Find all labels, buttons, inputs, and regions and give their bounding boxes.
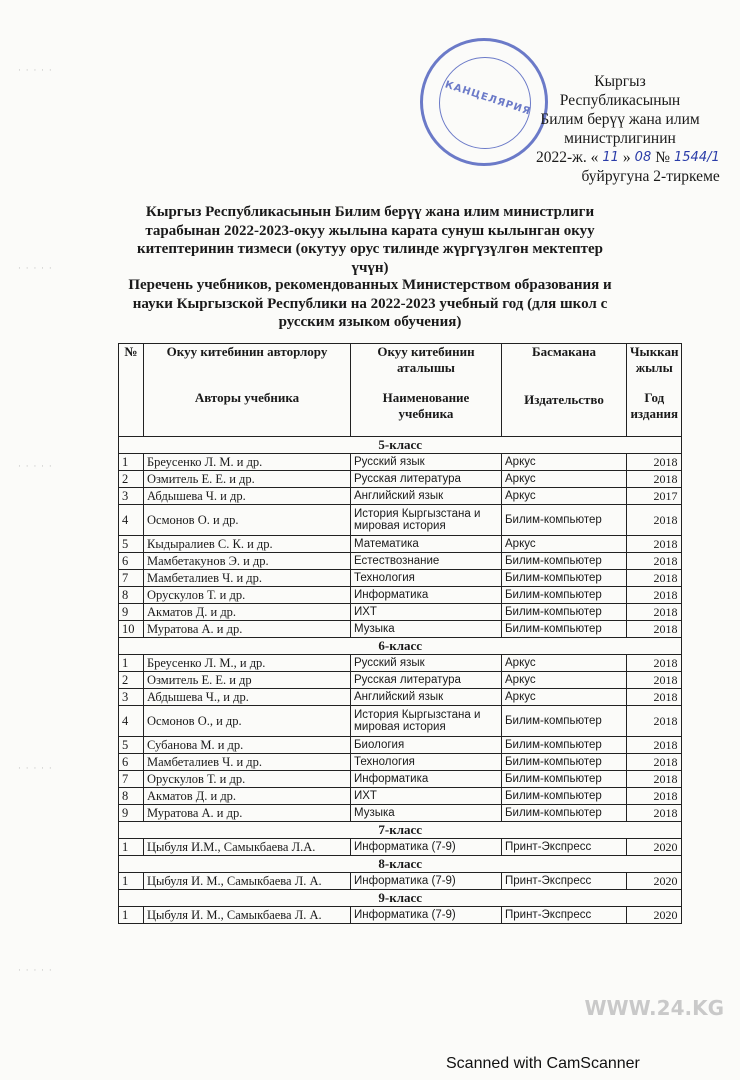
row-publisher: Аркус [502,655,627,672]
grade-label: 6-класс [119,638,682,655]
row-year: 2018 [627,706,682,737]
row-number: 6 [119,553,144,570]
order-number: 1544/1 [674,150,720,165]
col-header-publisher-ru: Издательство [524,392,604,407]
header-line-1: Кыргыз Республикасынын [559,73,681,109]
row-textbook-title: Информатика (7-9) [351,839,502,856]
row-publisher: Аркус [502,689,627,706]
row-authors: Муратова А. и др. [144,805,351,822]
row-number: 1 [119,655,144,672]
scanner-footer: Scanned with CamScanner [446,1055,640,1072]
row-authors: Цыбуля И. М., Самыкбаева Л. А. [144,907,351,924]
row-authors: Абдышева Ч., и др. [144,689,351,706]
number-sign: № [655,149,671,166]
row-authors: Акматов Д. и др. [144,788,351,805]
order-date-number [536,148,720,167]
row-year: 2018 [627,553,682,570]
table-row [119,706,682,737]
row-textbook-title: ИХТ [351,788,502,805]
header-line-3: министрлигинин [564,130,676,147]
row-publisher: Аркус [502,536,627,553]
table-body [119,437,682,924]
row-authors: Бреусенко Л. М., и др. [144,655,351,672]
row-number: 1 [119,873,144,890]
table-row [119,689,682,706]
bleed-through-mark: · · · · · [18,966,53,976]
row-textbook-title: Технология [351,570,502,587]
title-russian: Перечень учебников, рекомендованных Министерством образования и науки Кыргызской Республики на 2022-2023 учебный год (для школ с русским языком обучения) [128,277,612,330]
row-year: 2018 [627,754,682,771]
table-row [119,488,682,505]
table-row [119,771,682,788]
official-stamp [420,38,548,166]
table-row [119,505,682,536]
grade-label: 9-класс [119,890,682,907]
grade-label: 5-класс [119,437,682,454]
row-authors: Озмитель Е. Е. и др. [144,471,351,488]
row-publisher: Билим-компьютер [502,604,627,621]
row-textbook-title: Математика [351,536,502,553]
row-textbook-title: Русский язык [351,655,502,672]
row-publisher: Принт-Экспресс [502,839,627,856]
table-row [119,454,682,471]
row-authors: Осмонов О. и др. [144,505,351,536]
row-textbook-title: Русский язык [351,454,502,471]
row-textbook-title: Музыка [351,805,502,822]
grade-label: 8-класс [119,856,682,873]
row-publisher: Аркус [502,672,627,689]
row-publisher: Билим-компьютер [502,587,627,604]
date-day: 11 [602,150,619,165]
row-textbook-title: Английский язык [351,689,502,706]
col-header-title-ru: Наименование учебника [382,390,470,421]
row-textbook-title: Русская литература [351,672,502,689]
date-mid: » [622,149,631,166]
row-textbook-title: Русская литература [351,471,502,488]
row-authors: Мамбеталиев Ч. и др. [144,570,351,587]
row-publisher: Билим-компьютер [502,788,627,805]
table-header-row [119,344,682,437]
textbook-table [118,343,682,924]
table-row [119,587,682,604]
row-authors: Кыдыралиев С. К. и др. [144,536,351,553]
row-textbook-title: Технология [351,754,502,771]
row-textbook-title: Музыка [351,621,502,638]
row-year: 2018 [627,655,682,672]
table-row [119,621,682,638]
date-prefix: 2022-ж. « [536,149,599,166]
stamp-text: КАНЦЕЛЯРИЯ [443,79,533,118]
table-row [119,570,682,587]
row-year: 2020 [627,873,682,890]
row-publisher: Билим-компьютер [502,805,627,822]
row-year: 2018 [627,672,682,689]
grade-header-row [119,638,682,655]
title-kyrgyz: Кыргыз Республикасынын Билим берүү жана илим министрлиги тарабынан 2022-2023-окуу жылына карата сунуш кылынган окуу китептеринин тизмеси (окутуу орус тилинде жүргүзүлгөн мектептер үчүн) [137,204,603,276]
row-year: 2018 [627,689,682,706]
col-header-publisher-ky: Басмакана [532,344,596,359]
col-header-author [144,344,351,437]
row-year: 2018 [627,621,682,638]
table-row [119,672,682,689]
row-publisher: Билим-компьютер [502,553,627,570]
row-publisher: Билим-компьютер [502,754,627,771]
row-publisher: Билим-компьютер [502,621,627,638]
watermark: WWW.24.KG [584,996,724,1020]
grade-header-row [119,822,682,839]
row-number: 2 [119,672,144,689]
table-row [119,604,682,621]
row-authors: Цыбуля И.М., Самыкбаева Л.А. [144,839,351,856]
row-authors: Орускулов Т. и др. [144,587,351,604]
row-authors: Цыбуля И. М., Самыкбаева Л. А. [144,873,351,890]
row-number: 8 [119,788,144,805]
row-number: 1 [119,454,144,471]
row-year: 2017 [627,488,682,505]
bleed-through-mark: · · · · · [18,66,53,76]
row-authors: Муратова А. и др. [144,621,351,638]
row-publisher: Аркус [502,471,627,488]
grade-header-row [119,890,682,907]
row-publisher: Принт-Экспресс [502,907,627,924]
row-textbook-title: Английский язык [351,488,502,505]
row-authors: Осмонов О., и др. [144,706,351,737]
date-month: 08 [634,150,652,165]
row-year: 2020 [627,839,682,856]
row-year: 2018 [627,771,682,788]
col-header-title-ky: Окуу китебинин аталышы [377,344,475,375]
table-row [119,655,682,672]
row-authors: Абдышева Ч. и др. [144,488,351,505]
row-year: 2018 [627,454,682,471]
row-authors: Мамбетакунов Э. и др. [144,553,351,570]
table-row [119,737,682,754]
header-line-5: буйругуна 2-тиркеме [581,168,720,185]
row-year: 2018 [627,805,682,822]
grade-header-row [119,856,682,873]
row-number: 6 [119,754,144,771]
row-textbook-title: Информатика (7-9) [351,907,502,924]
table-row [119,788,682,805]
row-number: 7 [119,570,144,587]
row-textbook-title: Информатика (7-9) [351,873,502,890]
table-row [119,907,682,924]
row-publisher: Принт-Экспресс [502,873,627,890]
bleed-through-mark: · · · · · [18,462,53,472]
row-number: 8 [119,587,144,604]
row-number: 4 [119,505,144,536]
col-header-year [627,344,682,437]
row-year: 2018 [627,471,682,488]
bleed-through-mark: · · · · · [18,764,53,774]
order-annex-header [536,72,720,186]
col-header-publisher [502,344,627,437]
row-publisher: Билим-компьютер [502,771,627,788]
row-year: 2018 [627,604,682,621]
table-row [119,873,682,890]
row-year: 2020 [627,907,682,924]
row-year: 2018 [627,737,682,754]
row-year: 2018 [627,536,682,553]
table-row [119,754,682,771]
col-header-title [351,344,502,437]
header-line-2: Билим берүү жана илим [540,111,700,128]
grade-label: 7-класс [119,822,682,839]
col-header-author-ru: Авторы учебника [194,390,300,405]
table-row [119,805,682,822]
row-number: 4 [119,706,144,737]
row-authors: Субанова М. и др. [144,737,351,754]
row-publisher: Аркус [502,488,627,505]
row-year: 2018 [627,505,682,536]
row-textbook-title: Информатика [351,587,502,604]
row-textbook-title: История Кыргызстана и мировая история [351,505,502,536]
row-number: 1 [119,839,144,856]
row-number: 7 [119,771,144,788]
row-authors: Мамбеталиев Ч. и др. [144,754,351,771]
col-header-year-ky: Чыккан жылы [630,344,679,375]
row-textbook-title: История Кыргызстана и мировая история [351,706,502,737]
row-authors: Акматов Д. и др. [144,604,351,621]
table-row [119,839,682,856]
row-year: 2018 [627,788,682,805]
row-number: 3 [119,488,144,505]
row-textbook-title: Биология [351,737,502,754]
row-number: 3 [119,689,144,706]
row-number: 10 [119,621,144,638]
table-row [119,536,682,553]
row-number: 5 [119,737,144,754]
row-number: 1 [119,907,144,924]
col-header-author-ky: Окуу китебинин авторлору [166,344,328,359]
row-textbook-title: Информатика [351,771,502,788]
row-number: 5 [119,536,144,553]
bleed-through-mark: · · · · · [18,264,53,274]
row-authors: Озмитель Е. Е. и др [144,672,351,689]
table-row [119,471,682,488]
row-number: 2 [119,471,144,488]
row-number: 9 [119,604,144,621]
row-publisher: Билим-компьютер [502,505,627,536]
row-year: 2018 [627,570,682,587]
row-publisher: Билим-компьютер [502,706,627,737]
row-authors: Бреусенко Л. М. и др. [144,454,351,471]
row-number: 9 [119,805,144,822]
row-publisher: Билим-компьютер [502,737,627,754]
col-header-year-ru: Год издания [630,390,679,421]
table-row [119,553,682,570]
row-year: 2018 [627,587,682,604]
row-publisher: Билим-компьютер [502,570,627,587]
grade-header-row [119,437,682,454]
row-textbook-title: ИХТ [351,604,502,621]
row-textbook-title: Естествознание [351,553,502,570]
row-publisher: Аркус [502,454,627,471]
row-authors: Орускулов Т. и др. [144,771,351,788]
col-header-num: № [119,344,144,437]
